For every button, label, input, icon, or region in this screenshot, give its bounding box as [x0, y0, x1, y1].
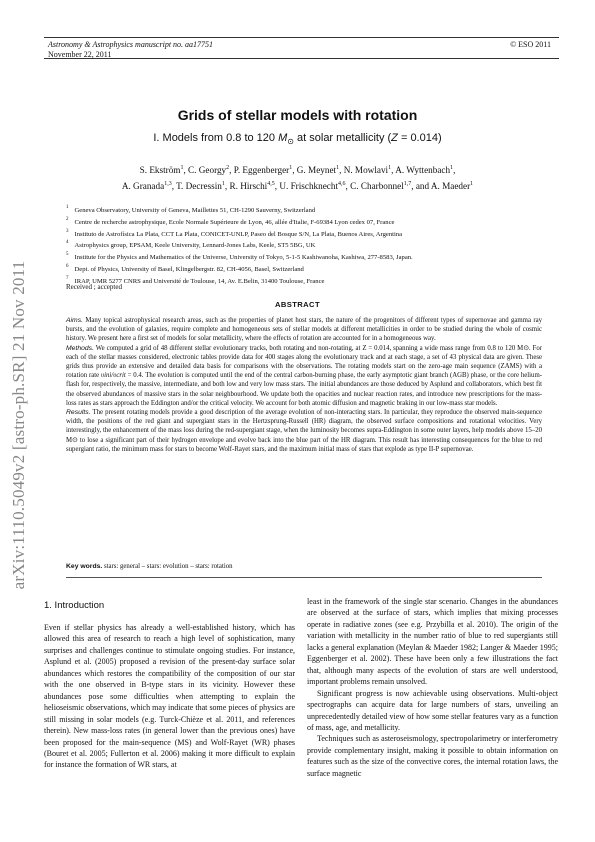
affiliation-text: Institute for the Physics and Mathematics of the Universe, University of Tokyo, 5-1-5 Kashiwanoha, Kashiwa, 277-8583, Japan.: [74, 254, 413, 262]
author-name: S. Ekström: [139, 165, 181, 176]
arxiv-stamp: [4, 200, 34, 650]
abstract-aims: [66, 316, 542, 344]
affiliation-item: [66, 263, 556, 275]
author-name: U. Frischknecht: [279, 181, 339, 192]
affiliation-item: [66, 228, 556, 240]
manuscript-id: Astronomy & Astrophysics manuscript no. aa17751: [48, 40, 214, 49]
results-label: Results.: [66, 409, 91, 417]
affiliation-text: Instituto de Astrofísica La Plata, CCT La Plata, CONICET-UNLP, Paseo del Bosque S/N, La Plata, Buenos Aires, Argentina: [74, 230, 403, 238]
keywords-line: [66, 563, 542, 570]
affiliation-text: Dept. of Physics, University of Basel, Klingelbergstr. 82, CH-4056, Basel, Switzerland: [74, 266, 304, 274]
manuscript-date: November 22, 2011: [48, 50, 112, 59]
affiliation-text: Centre de recherche astrophysique, Ecole Normale Supérieure de Lyon, 46, allée d'Italie, F-69384 Lyon cedex 07, France: [74, 218, 395, 226]
journal-line: [48, 40, 213, 60]
author-name: N. Mowlavi: [343, 165, 389, 176]
author-name: P. Eggenberger: [233, 165, 290, 176]
affiliation-number: 2: [66, 216, 69, 222]
abstract-heading: ABSTRACT: [275, 300, 320, 309]
author-affiliation-mark: 1: [470, 181, 474, 188]
column-left: [44, 622, 295, 771]
author-affiliation-mark: 1: [221, 181, 225, 188]
abstract-methods: [66, 344, 542, 408]
arxiv-stamp-text: arXiv:1110.5049v2 [astro-ph.SR] 21 Nov 2011: [9, 260, 28, 590]
intro-paragraph-1: Even if stellar physics has already a well-established history, which has allowed this area of research to reach a high level of sophistication, many surprises and challenges continue to stimulate ongoing studies. For instance, Asplund et al. (2005) proposed a revision of the present-day surface solar abundances which restores the compatibility of the composition of our star with the one observed in B-type stars in its vicinity. However these abundances pose some difficulties when attempting to explain the helioseismic observations, which may indicate that some pieces of physics are still missing in solar models (e.g. Turck-Chièze et al. 2011, and references therein). New mass-loss rates (in general lower than the previous ones) have been proposed for the main-sequence (MS) and Wolf-Rayet (WR) phases (Bouret et al. 2005; Fullerton et al. 2006) making it more difficult to explain for instance the formation of WR stars, at: [44, 623, 295, 770]
received-line: Received ; accepted: [66, 283, 122, 291]
affiliation-text: Astrophysics group, EPSAM, Keele University, Lennard-Jones Labs, Keele, ST5 5BG, UK: [74, 242, 316, 250]
author-name: A. Wyttenbach: [395, 165, 451, 176]
affiliation-number: 4: [66, 240, 69, 246]
intro-paragraph-4: Techniques such as asteroseismology, spectropolarimetry or interferometry provide complementary insight, making it possible to obtain information on features such as the size of the convective cores, the internal rotation laws, the surface magnetic: [307, 734, 558, 778]
velocity-ratio: υini/υcrit: [101, 372, 126, 380]
affiliation-item: [66, 204, 556, 216]
affiliation-number: 5: [66, 252, 69, 258]
intro-paragraph-3: Significant progress is now achievable using observations. Multi-object spectrographs can acquire data for large numbers of stars, unveiling an unprecedentedly detailed view of how some stellar features vary as a function of mass, age, and metallicity.: [307, 688, 558, 732]
author-list: S. Ekström$^1$, C. Georgy$^2$, P. Eggenberger$^1$, G. Meynet$^1$, N. Mowlavi$^1$, A. Wyttenbach$^1$, A. Granada$^{1,3}$, T. Decressin$^1$, R. Hirschi$^{4,5}$, U. Frischknecht$^{4,6}$, C. Charbonnel$^{1,7}$, and A. Maeder$^1$: [121, 165, 474, 192]
author-name: T. Decressin: [176, 181, 222, 192]
author-affiliation-mark: 1: [336, 165, 340, 171]
paper-subtitle: [0, 132, 595, 146]
author-name: C. Charbonnel: [350, 181, 404, 192]
author-affiliation-mark: 4,6: [338, 181, 346, 188]
author-affiliation-mark: 1: [388, 165, 392, 171]
paper-title: Grids of stellar models with rotation: [177, 107, 418, 123]
author-name: A. Maeder: [430, 181, 471, 192]
author-affiliation-mark: 1,7: [403, 181, 412, 188]
author-name: A. Granada: [121, 181, 165, 192]
subtitle-pre: I. Models from 0.8 to 120: [153, 132, 276, 144]
author-affiliation-mark: 1: [289, 165, 293, 171]
affiliation-number: 7: [66, 275, 69, 281]
copyright-notice: © ESO 2011: [510, 40, 551, 49]
affiliation-text: IRAP, UMR 5277 CNRS and Université de Toulouse, 14, Av. E.Belin, 31400 Toulouse, France: [74, 277, 325, 285]
author-affiliation-mark: 1: [180, 165, 184, 171]
abstract-body: [66, 316, 542, 454]
methods-text-2: = 0.4. The evolution is computed until the end of the central carbon-burning phase, the early asymptotic giant branch (AGB) phase, or the core helium-flash for, respectively, the massive, intermediate, and both low and very low mass stars. The initial abundances are those deduced by Asplund and collaborators, which best fit the observed abundances of massive stars in the solar neighbourhood. We update both the opacities and nuclear reaction rates, and introduce new prescriptions for the mass-loss rates as stars approach the Eddington and/or the critical velocity. We account for both atomic diffusion and magnetic braking in our low-mass star models.: [66, 372, 542, 407]
mass-symbol: M: [278, 132, 288, 144]
aims-label: Aims.: [66, 317, 83, 324]
author-affiliation-mark: 1,3: [164, 181, 172, 188]
abstract-rule: [66, 577, 542, 578]
keywords-label: Key words.: [66, 563, 103, 570]
affiliation-item: [66, 251, 556, 263]
author-affiliation-mark: 4,5: [267, 181, 275, 188]
author-affiliation-mark: 2: [226, 165, 230, 171]
affiliation-item: [66, 275, 556, 287]
author-name: C. Georgy: [188, 165, 227, 176]
affiliation-text: Geneva Observatory, University of Geneva, Maillettes 51, CH-1290 Sauverny, Switzerland: [74, 207, 316, 215]
metallicity-symbol: Z: [391, 132, 398, 144]
subtitle-post: at solar metallicity (: [293, 132, 392, 144]
affiliation-item: [66, 239, 556, 251]
affiliation-number: 3: [66, 228, 69, 234]
keywords-text: stars: general – stars: evolution – stars: rotation: [102, 563, 233, 570]
author-name: R. Hirschi: [229, 181, 268, 192]
column-right: [307, 596, 558, 779]
affiliation-number: 6: [66, 263, 69, 269]
affiliation-item: [66, 216, 556, 228]
methods-label: Methods.: [66, 344, 94, 352]
methods-text-1: We computed a grid of 48 different stellar evolutionary tracks, both rotating and non-rotating, at Z = 0.014, spanning a wide mass range from 0.8 to 120 M⊙. For each of the stellar masses considered, electronic tables provide data for 400 stages along the evolutionary track and at each stage, a set of 43 physical data are given. These grids thus provide an extensive and detailed data basis for comparisons with the observations. The rotating models start on the zero-age main sequence (ZAMS) with a rotation rate: [66, 344, 542, 380]
metallicity-value: = 0.014): [397, 132, 442, 144]
aims-text: Many topical astrophysical research areas, such as the properties of planet host stars, the nature of the progenitors of different types of supernovae and gamma ray bursts, and the evolution of galaxies, require complete and homogeneous sets of stellar models at different metallicities in order to be studied during the whole of cosmic history. We present here a first set of models for solar metallicity, where the effects of rotation are accounted for in a homogeneous way.: [66, 317, 542, 343]
section-heading: 1. Introduction: [44, 600, 105, 611]
abstract-results: [66, 408, 542, 454]
author-affiliation-mark: 1: [450, 165, 454, 171]
results-text: The present rotating models provide a good description of the average evolution of non-interacting stars. In particular, they reproduce the observed main-sequence width, the positions of the red giant and supergiant stars in the Hertzsprung-Russell (HR) diagram, the observed surface compositions and rotational velocities. Very interestingly, the enhancement of the mass loss during the red-supergiant stage, when the luminosity becomes supra-Eddington in some outer layers, help models above 15–20 M⊙ to lose a significant part of their hydrogen envelope and evolve back into the blue part of the HR diagram. This result has interesting consequences for the blue to red supergiant ratio, the minimum mass for stars to become Wolf-Rayet stars, and the maximum initial mass of stars that explode as type II-P supernovae.: [66, 409, 542, 453]
sun-symbol: ⊙: [287, 137, 294, 147]
affiliation-number: 1: [66, 205, 69, 210]
author-name: G. Meynet: [296, 165, 337, 176]
affiliation-list: [66, 204, 556, 286]
intro-paragraph-2: least in the framework of the single star scenario. Changes in the abundances are observed at the surface of stars, which implies that mixing processes operate in radiative zones (see e.g. Przybilla et al. 2010). The origin of the variation with metallicity in the number ratio of blue to red supergiants still lacks a general explanation (Meylan & Maeder 1982; Langer & Maeder 1995; Eggenberger et al. 2002). These have been only a few illustrations the fact that, although many aspects of the evolution of stars are well understood, important problems remain unsolved.: [307, 597, 558, 687]
